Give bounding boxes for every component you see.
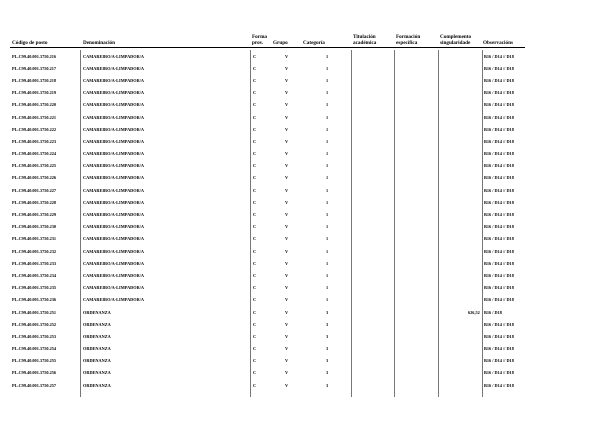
cell-categoria: 1: [326, 248, 329, 254]
cell-grupo: V: [285, 333, 289, 339]
cell-forma: C: [253, 297, 257, 303]
cell-forma: C: [253, 309, 257, 315]
cell-denominacion: ORDENANZA: [83, 346, 111, 352]
cell-categoria: 1: [326, 175, 329, 181]
cell-denominacion: ORDENANZA: [83, 370, 111, 376]
table-row: [0, 245, 615, 257]
cell-observacions: B16 / D14 // D18: [484, 138, 514, 144]
cell-codigo: PL.C99.40.001.3750.233: [12, 260, 57, 266]
cell-observacions: B16 / D14 // D18: [484, 285, 514, 291]
cell-observacions: B16 / D14 // D18: [484, 382, 514, 388]
cell-grupo: V: [285, 358, 289, 364]
cell-codigo: PL.C99.40.001.3750.227: [12, 187, 57, 193]
cell-categoria: 1: [326, 199, 329, 205]
cell-categoria: 3: [326, 358, 329, 364]
cell-denominacion: CAMAREIRO/A-LIMPADOR/A: [83, 187, 145, 193]
cell-codigo: PL.C99.40.001.3750.226: [12, 175, 57, 181]
table-row: [0, 135, 615, 147]
cell-denominacion: CAMAREIRO/A-LIMPADOR/A: [83, 272, 145, 278]
cell-codigo: PL.C99.40.001.3750.256: [12, 370, 57, 376]
cell-observacions: B16 / D14 // D18: [484, 370, 514, 376]
cell-observacions: B16 / D14 // D18: [484, 77, 514, 83]
cell-categoria: 1: [326, 102, 329, 108]
cell-grupo: V: [285, 321, 289, 327]
cell-denominacion: CAMAREIRO/A-LIMPADOR/A: [83, 90, 145, 96]
cell-forma: C: [253, 212, 257, 218]
cell-categoria: 1: [326, 224, 329, 230]
cell-codigo: PL.C99.40.001.3750.251: [12, 309, 57, 315]
cell-observacions: B16 / D14 // D18: [484, 297, 514, 303]
cell-categoria: 1: [326, 65, 329, 71]
cell-categoria: 1: [326, 212, 329, 218]
cell-observacions: B16 / D14 // D18: [484, 163, 514, 169]
cell-forma: C: [253, 114, 257, 120]
cell-forma: C: [253, 358, 257, 364]
table-row: [0, 160, 615, 172]
cell-grupo: V: [285, 272, 289, 278]
table-row: [0, 221, 615, 233]
cell-forma: C: [253, 163, 257, 169]
cell-forma: C: [253, 151, 257, 157]
cell-denominacion: CAMAREIRO/A-LIMPADOR/A: [83, 260, 145, 266]
table-row: [0, 111, 615, 123]
cell-codigo: PL.C99.40.001.3750.257: [12, 382, 57, 388]
cell-forma: C: [253, 370, 257, 376]
cell-grupo: V: [285, 248, 289, 254]
cell-forma: C: [253, 175, 257, 181]
cell-categoria: 1: [326, 138, 329, 144]
cell-forma: C: [253, 285, 257, 291]
cell-forma: C: [253, 260, 257, 266]
cell-observacions: B16 / D14 // D18: [484, 260, 514, 266]
cell-denominacion: CAMAREIRO/A-LIMPADOR/A: [83, 126, 145, 132]
cell-forma: C: [253, 236, 257, 242]
table-row: [0, 367, 615, 379]
cell-forma: C: [253, 333, 257, 339]
cell-codigo: PL.C99.40.001.3750.218: [12, 77, 57, 83]
cell-codigo: PL.C99.40.001.3750.235: [12, 285, 57, 291]
cell-grupo: V: [285, 65, 289, 71]
cell-forma: C: [253, 272, 257, 278]
table-row: [0, 269, 615, 281]
cell-forma: C: [253, 53, 257, 59]
cell-categoria: 3: [326, 333, 329, 339]
cell-codigo: PL.C99.40.001.3750.223: [12, 138, 57, 144]
header-formacion: Formación específica: [396, 34, 421, 46]
header-complemento: Complemento singularidade: [440, 34, 472, 46]
table-row: [0, 208, 615, 220]
cell-observacions: B16 / D14 // D18: [484, 346, 514, 352]
cell-denominacion: CAMAREIRO/A-LIMPADOR/A: [83, 248, 145, 254]
cell-forma: C: [253, 138, 257, 144]
table-row: [0, 282, 615, 294]
cell-categoria: 1: [326, 90, 329, 96]
cell-categoria: 1: [326, 114, 329, 120]
cell-observacions: B16 / D14 // D18: [484, 248, 514, 254]
cell-categoria: 3: [326, 346, 329, 352]
table-row: [0, 50, 615, 62]
table-body: [0, 50, 615, 391]
table-row: [0, 123, 615, 135]
cell-denominacion: CAMAREIRO/A-LIMPADOR/A: [83, 65, 145, 71]
cell-codigo: PL.C99.40.001.3750.230: [12, 224, 57, 230]
cell-observacions: B16 / D14 // D18: [484, 358, 514, 364]
table-row: [0, 62, 615, 74]
cell-codigo: PL.C99.40.001.3750.252: [12, 321, 57, 327]
header-codigo: Código de posto: [12, 40, 48, 46]
cell-codigo: PL.C99.40.001.3750.254: [12, 346, 57, 352]
cell-codigo: PL.C99.40.001.3750.231: [12, 236, 57, 242]
cell-grupo: V: [285, 151, 289, 157]
cell-forma: C: [253, 382, 257, 388]
table-row: [0, 379, 615, 391]
cell-forma: C: [253, 346, 257, 352]
table-row: [0, 74, 615, 86]
cell-categoria: 1: [326, 151, 329, 157]
cell-categoria: 1: [326, 163, 329, 169]
cell-codigo: PL.C99.40.001.3750.216: [12, 53, 57, 59]
cell-forma: C: [253, 65, 257, 71]
cell-codigo: PL.C99.40.001.3750.221: [12, 114, 57, 120]
cell-codigo: PL.C99.40.001.3750.255: [12, 358, 57, 364]
cell-forma: C: [253, 77, 257, 83]
cell-grupo: V: [285, 77, 289, 83]
header-observacions: Observacións: [483, 40, 513, 46]
cell-codigo: PL.C99.40.001.3750.225: [12, 163, 57, 169]
cell-categoria: 1: [326, 77, 329, 83]
cell-categoria: 3: [326, 321, 329, 327]
cell-grupo: V: [285, 175, 289, 181]
cell-observacions: B16 / D14 // D18: [484, 65, 514, 71]
cell-grupo: V: [285, 138, 289, 144]
table-row: [0, 330, 615, 342]
cell-categoria: 1: [326, 126, 329, 132]
cell-categoria: 1: [326, 285, 329, 291]
cell-denominacion: CAMAREIRO/A-LIMPADOR/A: [83, 224, 145, 230]
cell-codigo: PL.C99.40.001.3750.222: [12, 126, 57, 132]
cell-grupo: V: [285, 126, 289, 132]
header-titulacion: Titulación académica: [353, 34, 377, 46]
header-denominacion: Denominación: [83, 40, 115, 46]
cell-observacions: B16 / D14 // D18: [484, 151, 514, 157]
cell-codigo: PL.C99.40.001.3750.236: [12, 297, 57, 303]
table-row: [0, 318, 615, 330]
cell-denominacion: ORDENANZA: [83, 309, 111, 315]
cell-denominacion: ORDENANZA: [83, 382, 111, 388]
cell-categoria: 3: [326, 370, 329, 376]
cell-observacions: B16 / D14 // D18: [484, 90, 514, 96]
cell-grupo: V: [285, 212, 289, 218]
cell-denominacion: CAMAREIRO/A-LIMPADOR/A: [83, 138, 145, 144]
table-row: [0, 196, 615, 208]
header-forma: Forma prov.: [252, 34, 267, 46]
cell-grupo: V: [285, 346, 289, 352]
cell-denominacion: ORDENANZA: [83, 358, 111, 364]
cell-observacions: B16 / D14 // D18: [484, 114, 514, 120]
cell-grupo: V: [285, 53, 289, 59]
cell-forma: C: [253, 248, 257, 254]
cell-codigo: PL.C99.40.001.3750.224: [12, 151, 57, 157]
table-row: [0, 343, 615, 355]
cell-grupo: V: [285, 285, 289, 291]
header-grupo: Grupo: [273, 40, 288, 46]
cell-denominacion: CAMAREIRO/A-LIMPADOR/A: [83, 212, 145, 218]
cell-observacions: B16 / D14 // D18: [484, 224, 514, 230]
cell-grupo: V: [285, 260, 289, 266]
cell-observacions: B16 / D14 // D18: [484, 199, 514, 205]
cell-forma: C: [253, 187, 257, 193]
cell-denominacion: CAMAREIRO/A-LIMPADOR/A: [83, 236, 145, 242]
cell-categoria: 3: [326, 382, 329, 388]
table-row: [0, 355, 615, 367]
cell-grupo: V: [285, 114, 289, 120]
cell-observacions: B16 / D14 // D18: [484, 236, 514, 242]
cell-codigo: PL.C99.40.001.3750.253: [12, 333, 57, 339]
cell-observacions: B16 / D14 // D18: [484, 175, 514, 181]
cell-observacions: B16 / D14 // D18: [484, 272, 514, 278]
cell-grupo: V: [285, 297, 289, 303]
cell-grupo: V: [285, 382, 289, 388]
cell-observacions: B16 / D14 // D18: [484, 321, 514, 327]
cell-codigo: PL.C99.40.001.3750.217: [12, 65, 57, 71]
cell-forma: C: [253, 102, 257, 108]
cell-categoria: 3: [326, 309, 329, 315]
cell-forma: C: [253, 126, 257, 132]
cell-denominacion: CAMAREIRO/A-LIMPADOR/A: [83, 53, 145, 59]
cell-observacions: B16 / D18: [484, 309, 502, 315]
cell-denominacion: CAMAREIRO/A-LIMPADOR/A: [83, 77, 145, 83]
cell-denominacion: CAMAREIRO/A-LIMPADOR/A: [83, 102, 145, 108]
cell-observacions: B16 / D14 // D18: [484, 187, 514, 193]
table-row: [0, 184, 615, 196]
cell-categoria: 1: [326, 236, 329, 242]
cell-grupo: V: [285, 102, 289, 108]
cell-denominacion: CAMAREIRO/A-LIMPADOR/A: [83, 297, 145, 303]
cell-denominacion: CAMAREIRO/A-LIMPADOR/A: [83, 114, 145, 120]
cell-grupo: V: [285, 90, 289, 96]
cell-denominacion: CAMAREIRO/A-LIMPADOR/A: [83, 199, 145, 205]
cell-grupo: V: [285, 309, 289, 315]
cell-denominacion: CAMAREIRO/A-LIMPADOR/A: [83, 163, 145, 169]
cell-categoria: 1: [326, 297, 329, 303]
cell-categoria: 1: [326, 187, 329, 193]
cell-codigo: PL.C99.40.001.3750.228: [12, 199, 57, 205]
cell-grupo: V: [285, 370, 289, 376]
cell-denominacion: CAMAREIRO/A-LIMPADOR/A: [83, 151, 145, 157]
cell-observacions: B16 / D14 // D18: [484, 212, 514, 218]
cell-grupo: V: [285, 236, 289, 242]
cell-observacions: B16 / D14 // D18: [484, 53, 514, 59]
cell-observacions: B16 / D14 // D18: [484, 102, 514, 108]
cell-grupo: V: [285, 187, 289, 193]
cell-denominacion: CAMAREIRO/A-LIMPADOR/A: [83, 285, 145, 291]
cell-observacions: B16 / D14 // D18: [484, 333, 514, 339]
cell-grupo: V: [285, 224, 289, 230]
cell-categoria: 1: [326, 260, 329, 266]
cell-forma: C: [253, 224, 257, 230]
cell-observacions: B16 / D14 // D18: [484, 126, 514, 132]
table-row: [0, 257, 615, 269]
cell-grupo: V: [285, 163, 289, 169]
cell-codigo: PL.C99.40.001.3750.220: [12, 102, 57, 108]
cell-codigo: PL.C99.40.001.3750.232: [12, 248, 57, 254]
table-row: [0, 172, 615, 184]
header-categoria: Categoría: [303, 40, 325, 46]
cell-codigo: PL.C99.40.001.3750.229: [12, 212, 57, 218]
cell-forma: C: [253, 321, 257, 327]
table-row: [0, 99, 615, 111]
cell-forma: C: [253, 199, 257, 205]
cell-denominacion: CAMAREIRO/A-LIMPADOR/A: [83, 175, 145, 181]
header-divider: [10, 47, 525, 48]
table-row: [0, 87, 615, 99]
table-row: [0, 294, 615, 306]
cell-categoria: 1: [326, 272, 329, 278]
table-row: [0, 233, 615, 245]
table-row: [0, 306, 615, 318]
cell-grupo: V: [285, 199, 289, 205]
cell-codigo: PL.C99.40.001.3750.219: [12, 90, 57, 96]
cell-categoria: 1: [326, 53, 329, 59]
cell-codigo: PL.C99.40.001.3750.234: [12, 272, 57, 278]
table-row: [0, 148, 615, 160]
cell-forma: C: [253, 90, 257, 96]
cell-denominacion: ORDENANZA: [83, 333, 111, 339]
cell-denominacion: ORDENANZA: [83, 321, 111, 327]
cell-complemento: 626,52: [468, 309, 480, 315]
